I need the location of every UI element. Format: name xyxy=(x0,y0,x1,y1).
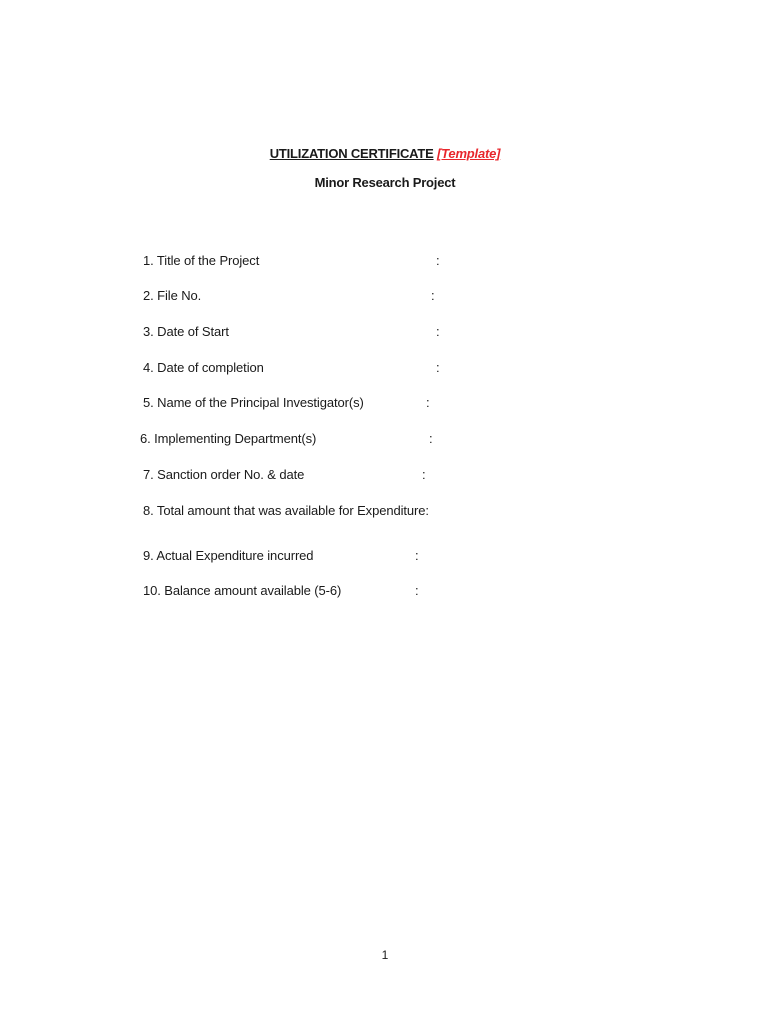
field-label-total-amount: 8. Total amount that was available for Expenditure: xyxy=(143,503,429,518)
field-separator: : xyxy=(436,360,440,375)
field-separator: : xyxy=(415,548,419,563)
document-title xyxy=(0,146,770,161)
page-number: 1 xyxy=(381,948,389,962)
field-separator: : xyxy=(436,324,440,339)
document-subtitle: Minor Research Project xyxy=(314,175,456,190)
field-label-project-title: 1. Title of the Project xyxy=(143,253,260,268)
field-label-actual-expenditure: 9. Actual Expenditure incurred xyxy=(143,548,314,563)
field-label-file-no: 2. File No. xyxy=(143,288,202,303)
title-text: UTILIZATION CERTIFICATE xyxy=(269,146,434,161)
field-label-balance-amount: 10. Balance amount available (5-6) xyxy=(143,583,342,598)
field-separator: : xyxy=(422,467,426,482)
template-tag: [Template] xyxy=(437,146,501,161)
field-label-date-of-completion: 4. Date of completion xyxy=(143,360,264,375)
field-separator: : xyxy=(431,288,435,303)
field-label-sanction-order: 7. Sanction order No. & date xyxy=(143,467,305,482)
field-separator: : xyxy=(415,583,419,598)
field-label-implementing-department: 6. Implementing Department(s) xyxy=(140,431,317,446)
field-label-date-of-start: 3. Date of Start xyxy=(143,324,229,339)
field-separator: : xyxy=(429,431,433,446)
field-label-principal-investigator: 5. Name of the Principal Investigator(s) xyxy=(143,395,364,410)
field-separator: : xyxy=(436,253,440,268)
field-separator: : xyxy=(426,395,430,410)
